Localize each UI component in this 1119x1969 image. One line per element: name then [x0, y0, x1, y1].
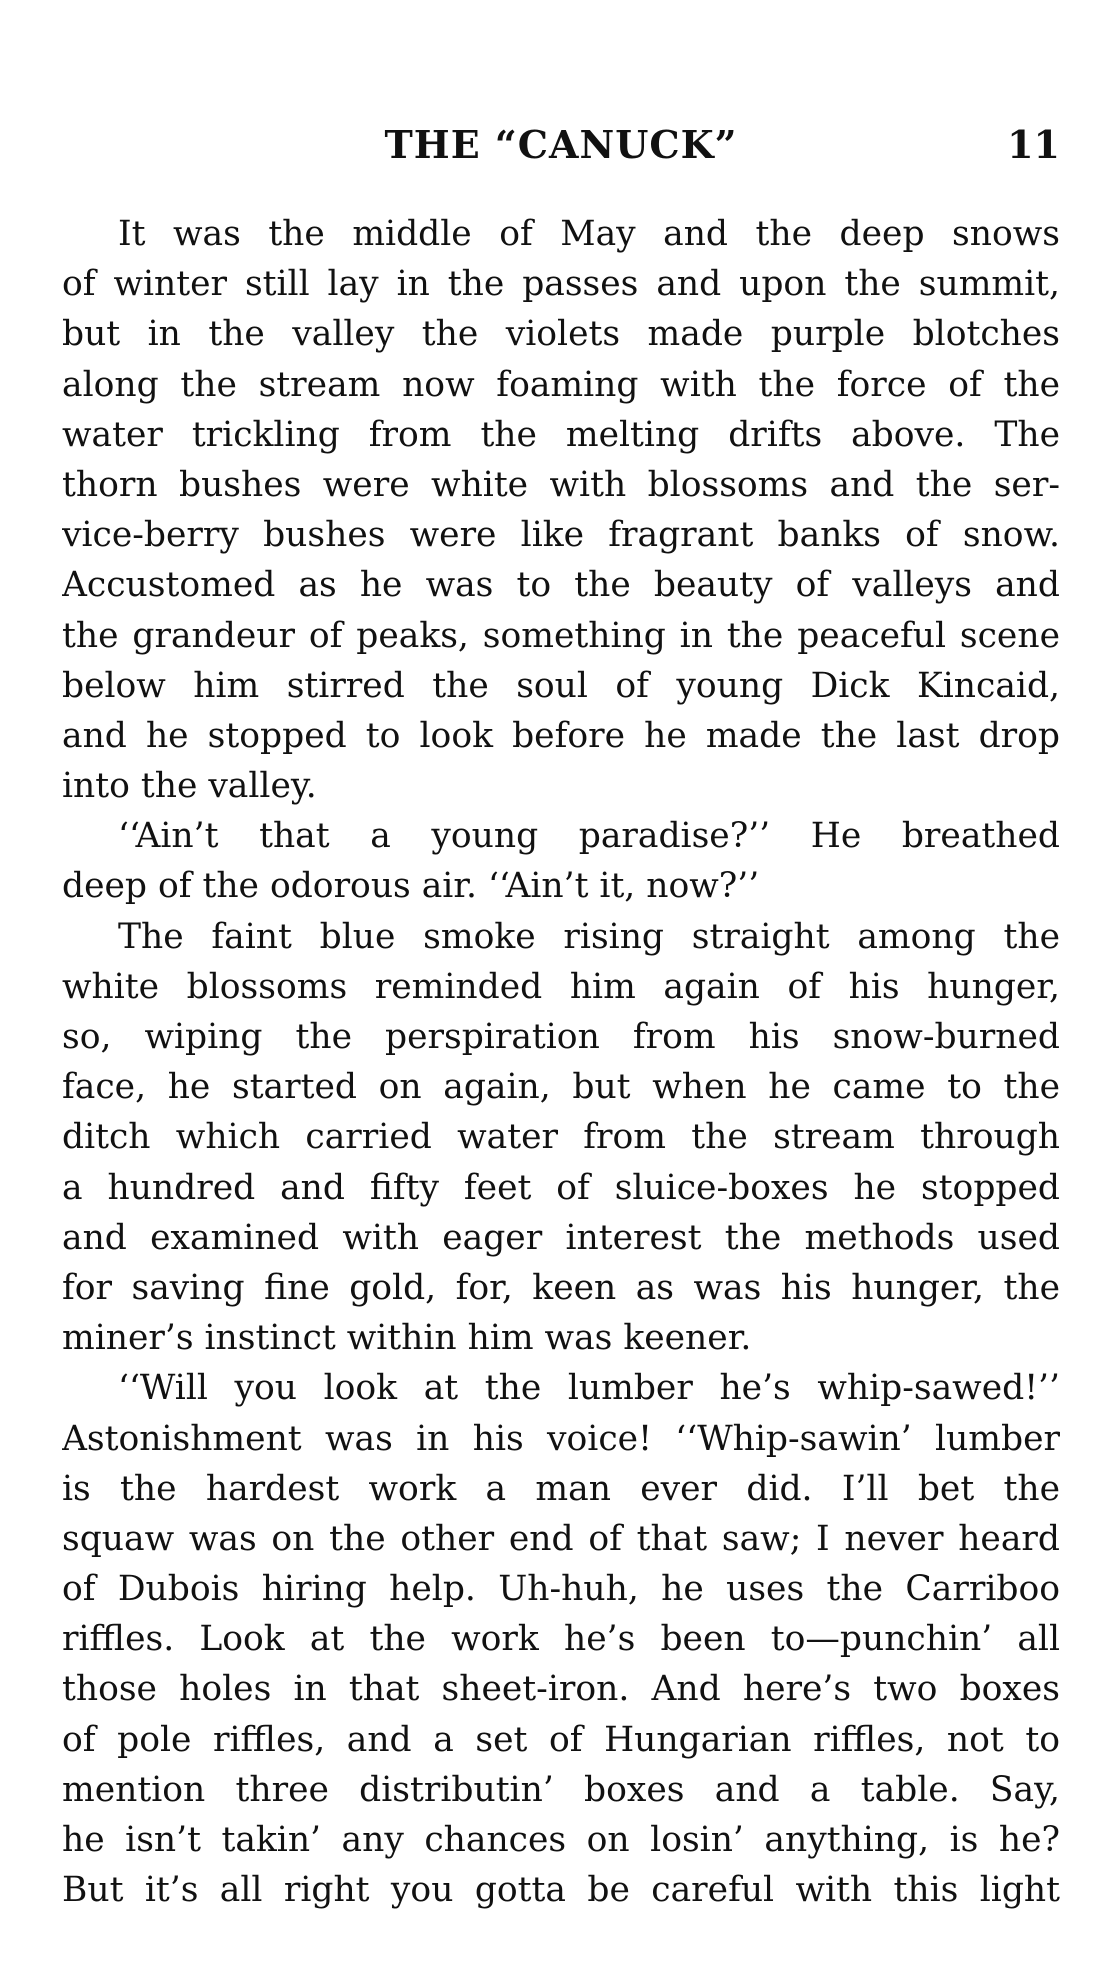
text-line: white blossoms reminded him again of his hunger, — [62, 966, 1060, 1007]
chapter-title: THE “CANUCK” — [384, 122, 738, 167]
text-line: ‘‘Will you look at the lumber he’s whip-sawed!’’ — [118, 1368, 1060, 1409]
text-line: mention three distributin’ boxes and a table. Say, — [62, 1769, 1060, 1810]
text-line: he isn’t takin’ any chances on losin’ anything, is he? — [62, 1820, 1060, 1860]
text-line: of winter still lay in the passes and upon the summit, — [62, 264, 1060, 305]
text-line: the grandeur of peaks, something in the peaceful scene — [62, 615, 1060, 656]
text-line: those holes in that sheet-iron. And here’s two boxes — [62, 1669, 1060, 1710]
text-line: squaw was on the other end of that saw; I never heard — [62, 1518, 1060, 1559]
text-line: along the stream now foaming with the force of the — [62, 364, 1060, 405]
text-line: It was the middle of May and the deep snows — [118, 214, 1060, 254]
text-line: miner’s instinct within him was keener. — [62, 1318, 752, 1359]
text-line: for saving fine gold, for, keen as was his hunger, the — [62, 1267, 1060, 1308]
text-line: but in the valley the violets made purple blotches — [62, 314, 1060, 355]
text-line: and examined with eager interest the methods used — [62, 1217, 1060, 1258]
text-line: below him stirred the soul of young Dick Kincaid, — [62, 665, 1060, 706]
text-line: thorn bushes were white with blossoms and the ser- — [62, 464, 1060, 505]
text-line: so, wiping the perspiration from his snow-burned — [62, 1017, 1060, 1057]
text-line: is the hardest work a man ever did. I’ll bet the — [62, 1468, 1060, 1509]
text-line: deep of the odorous air. ‘‘Ain’t it, now?’’ — [62, 866, 760, 907]
text-line: vice-berry bushes were like fragrant banks of snow. — [62, 515, 1060, 556]
text-line: Astonishment was in his voice! ‘‘Whip-sawin’ lumber — [62, 1418, 1060, 1459]
text-line: face, he started on again, but when he came to the — [62, 1067, 1060, 1108]
page-number: 11 — [1007, 122, 1060, 167]
text-line: But it’s all right you gotta be careful with this light — [62, 1870, 1060, 1911]
text-line: into the valley. — [62, 766, 317, 807]
text-line: riffles. Look at the work he’s been to—punchin’ all — [62, 1619, 1060, 1660]
text-line: a hundred and fifty feet of sluice-boxes he stopped — [62, 1167, 1060, 1208]
text-line: The faint blue smoke rising straight among the — [118, 916, 1060, 957]
text-line: and he stopped to look before he made the last drop — [62, 715, 1060, 756]
body-text — [62, 209, 1060, 1915]
text-line: Accustomed as he was to the beauty of valleys and — [62, 565, 1060, 606]
text-line: ‘‘Ain’t that a young paradise?’’ He breathed — [118, 816, 1060, 857]
running-head — [62, 115, 1060, 175]
text-line: of Dubois hiring help. Uh-huh, he uses the Carriboo — [62, 1569, 1060, 1610]
text-line: of pole riffles, and a set of Hungarian riffles, not to — [62, 1719, 1060, 1760]
text-line: water trickling from the melting drifts above. The — [62, 414, 1060, 455]
text-line: ditch which carried water from the stream through — [62, 1117, 1060, 1158]
